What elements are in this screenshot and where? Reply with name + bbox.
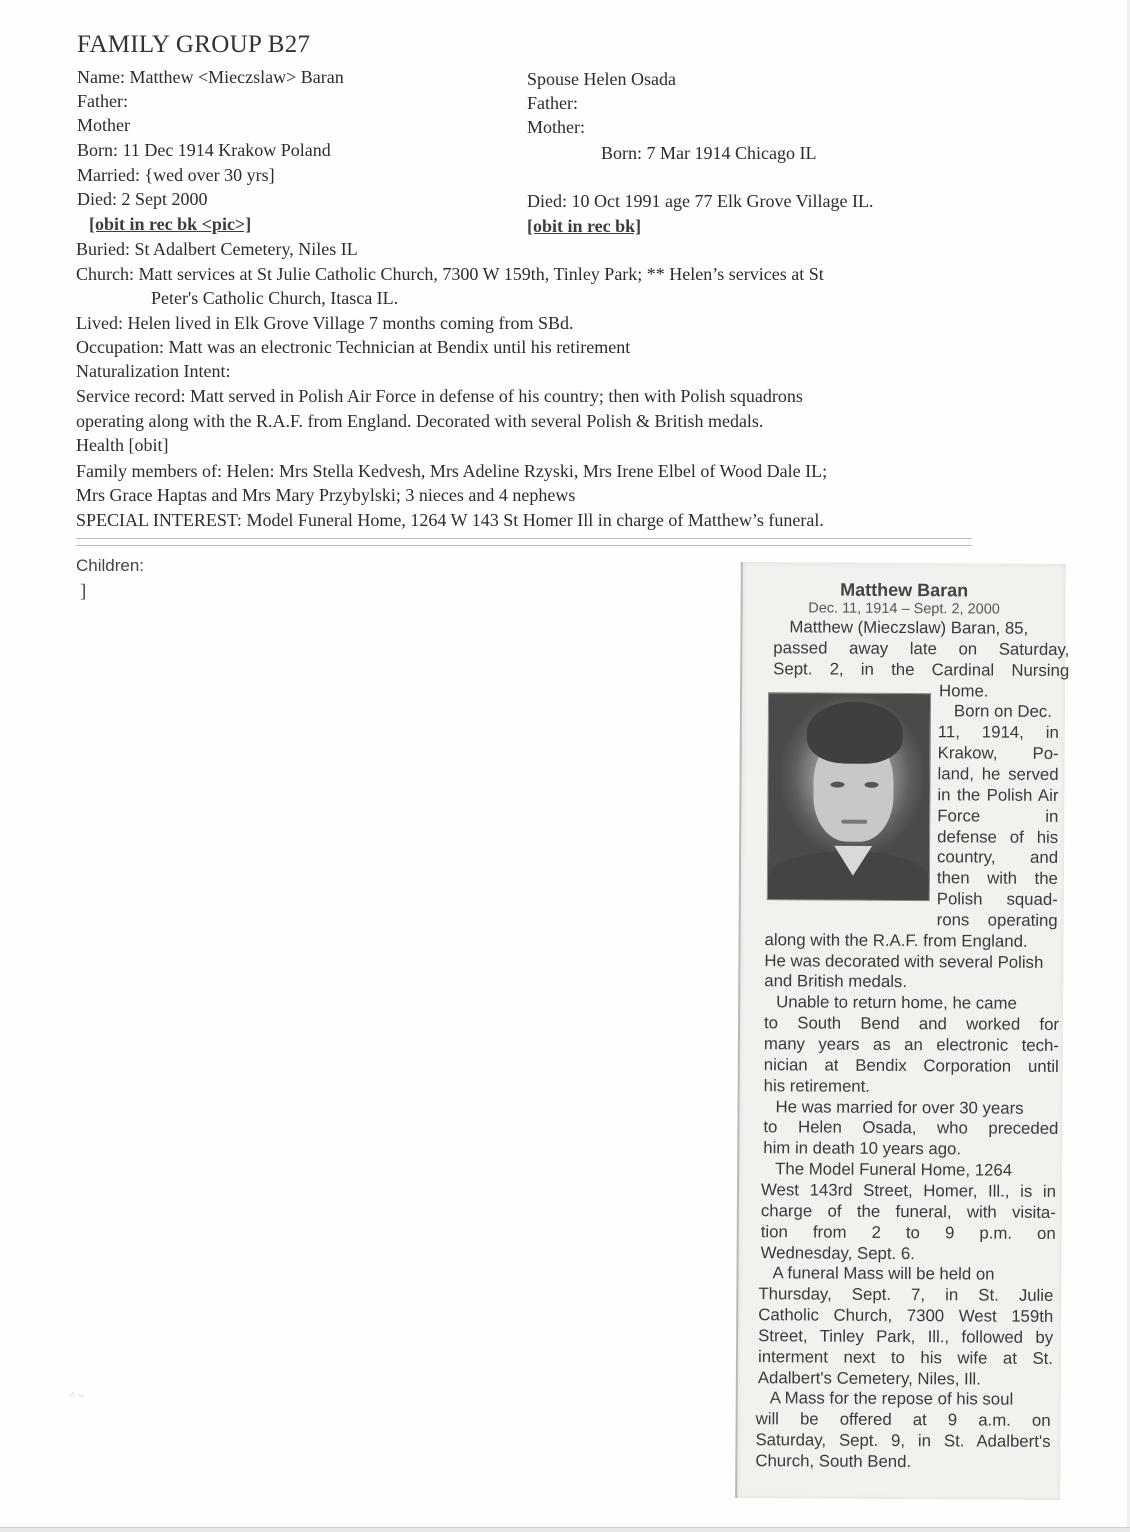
obituary-line: then with the — [936, 868, 1058, 889]
photo-eye — [830, 782, 844, 788]
family-members-field: Family members of: Helen: Mrs Stella Kedvesh, Mrs Adeline Rzyski, Mrs Irene Elbel of Wood Dale IL; — [76, 461, 828, 481]
obituary-line: Adalbert's Cemetery, Niles, Ill. — [757, 1367, 981, 1389]
page-title: FAMILY GROUP B27 — [77, 31, 311, 58]
spouse-field: Spouse Helen Osada — [527, 69, 676, 89]
obituary-line: Wednesday, Sept. 6. — [760, 1242, 915, 1263]
obituary-line: Polish squad- — [936, 889, 1058, 910]
page-bottom-edge — [0, 1527, 1130, 1532]
special-interest-field: SPECIAL INTEREST: Model Funeral Home, 1264 W 143 St Homer Ill in charge of Matthew’s funeral. — [76, 510, 824, 530]
obituary-photo — [767, 692, 931, 901]
obituary-line: nician at Bendix Corporation until — [763, 1055, 1059, 1076]
obituary-line: Unable to return home, he came — [776, 992, 1017, 1014]
obituary-line: along with the R.A.F. from England. — [764, 929, 1028, 951]
married-field: Married: {wed over 30 yrs] — [77, 165, 275, 185]
obituary-line: his retirement. — [763, 1075, 871, 1096]
obituary-line: Home. — [939, 680, 989, 701]
double-rule-divider — [76, 538, 972, 546]
obituary-dates: Dec. 11, 1914 – Sept. 2, 2000 — [808, 600, 1000, 618]
died-field: Died: 2 Sept 2000 — [77, 189, 208, 209]
children-bracket: ] — [80, 581, 87, 602]
name-field: Name: Matthew <Mieczslaw> Baran — [77, 67, 344, 87]
occupation-field: Occupation: Matt was an electronic Technician at Bendix until his retirement — [76, 337, 631, 357]
obituary-line: A funeral Mass will be held on — [772, 1263, 995, 1284]
obituary-line: Force in — [937, 805, 1059, 826]
obituary-line: to South Bend and worked for — [763, 1013, 1060, 1035]
family-members-cont: Mrs Grace Haptas and Mrs Mary Przybylski; 3 nieces and 4 nephews — [76, 485, 576, 505]
health-field: Health [obit] — [76, 435, 169, 455]
obituary-line: West 143rd Street, Homer, Ill., is in — [760, 1180, 1057, 1201]
photo-eye — [864, 782, 878, 788]
spouse-born-field: Born: 7 Mar 1914 Chicago IL — [601, 143, 817, 163]
obituary-line: to Helen Osada, who preceded — [763, 1117, 1059, 1139]
obituary-line: interment next to his wife at St. — [757, 1346, 1054, 1368]
obituary-line: Saturday, Sept. 9, in St. Adalbert's — [755, 1430, 1051, 1452]
obituary-line: will be offered at 9 a.m. on — [755, 1409, 1051, 1431]
obituary-line: He was decorated with several Polish — [764, 950, 1044, 972]
spouse-died-field: Died: 10 Oct 1991 age 77 Elk Grove Village IL. — [527, 191, 874, 211]
obituary-line: Krakow, Po- — [937, 743, 1059, 764]
obituary-line: Thursday, Sept. 7, in St. Julie — [758, 1284, 1054, 1306]
lived-field: Lived: Helen lived in Elk Grove Village 7 months coming from SBd. — [76, 313, 574, 333]
photo-mouth — [841, 820, 867, 824]
obituary-line: Church, South Bend. — [755, 1451, 912, 1472]
obituary-line: in the Polish Air — [937, 785, 1059, 805]
obituary-line: Catholic Church, 7300 West 159th — [758, 1305, 1054, 1326]
naturalization-field: Naturalization Intent: — [76, 361, 231, 381]
spouse-mother-field: Mother: — [527, 117, 585, 137]
service-record-cont: operating along with the R.A.F. from England. Decorated with several Polish & British medals. — [76, 411, 764, 431]
obituary-line: passed away late on Saturday, — [773, 638, 1070, 659]
obituary-name: Matthew Baran — [840, 579, 969, 601]
service-record-field: Service record: Matt served in Polish Air Force in defense of his country; then with Polish squadrons — [76, 386, 803, 406]
photo-hair — [807, 701, 903, 764]
obituary-line: charge of the funeral, with visita- — [760, 1200, 1056, 1222]
obituary-line: Matthew (Mieczslaw) Baran, 85, — [789, 617, 1029, 638]
obituary-line: rons operating — [936, 910, 1058, 930]
obituary-line: tion from 2 to 9 p.m. on — [760, 1221, 1056, 1243]
obituary-line: Street, Tinley Park, Ill., followed by — [758, 1326, 1054, 1347]
obit-link[interactable]: [obit in rec bk <pic>] — [89, 214, 252, 234]
obituary-line: him in death 10 years ago. — [763, 1138, 962, 1159]
children-label: Children: — [76, 556, 145, 575]
church-field-cont: Peter's Catholic Church, Itasca IL. — [151, 288, 399, 308]
spouse-obit-link[interactable]: [obit in rec bk] — [527, 216, 642, 236]
obituary-line: country, and — [937, 847, 1059, 868]
obituary-line: land, he served — [937, 764, 1059, 784]
obituary-line: Born on Dec. — [953, 701, 1052, 722]
obituary-line: defense of his — [937, 826, 1059, 847]
obituary-clipping — [735, 562, 1070, 1500]
obituary-line: Sept. 2, in the Cardinal Nursing — [773, 658, 1070, 680]
scan-speck-mark: ^ ~ — [70, 1390, 84, 1402]
obituary-line: and British medals. — [764, 971, 908, 992]
obituary-line: many years as an electronic tech- — [763, 1034, 1059, 1055]
father-field: Father: — [77, 91, 128, 111]
obituary-line: The Model Funeral Home, 1264 — [775, 1159, 1013, 1180]
spouse-father-field: Father: — [527, 93, 578, 113]
mother-field: Mother — [77, 115, 130, 135]
church-field: Church: Matt services at St Julie Catholic Church, 7300 W 159th, Tinley Park; ** Helen’s services at St — [76, 264, 824, 284]
obituary-line: He was married for over 30 years — [775, 1096, 1024, 1118]
buried-field: Buried: St Adalbert Cemetery, Niles IL — [76, 239, 358, 259]
obituary-line: 11, 1914, in — [937, 722, 1059, 743]
obituary-line: A Mass for the repose of his soul — [769, 1388, 1014, 1410]
born-field: Born: 11 Dec 1914 Krakow Poland — [77, 140, 331, 160]
